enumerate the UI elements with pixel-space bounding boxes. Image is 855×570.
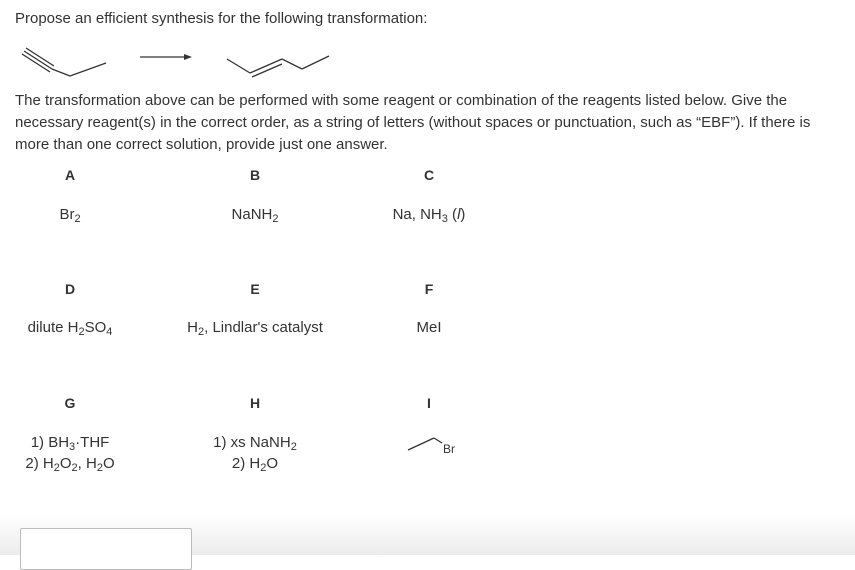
reaction-arrow: [140, 54, 192, 60]
reagent-d-formula: dilute $H_2SO_4$: [27, 319, 113, 338]
question-prompt: Propose an efficient synthesis for the following transformation:: [15, 10, 428, 27]
reagent-i-letter: I: [427, 395, 431, 411]
reagent-h-letter: H: [249, 395, 261, 411]
bromine-label: Br: [443, 442, 455, 456]
reagent-f-letter: F: [424, 281, 434, 297]
reagent-h-formula: 1) xs NaNH$_2$ 2) $H_2O$: [213, 434, 297, 474]
reagent-e-formula: $H_2$, Lindlar's catalyst: [187, 319, 323, 338]
reagent-g-formula: 1) $BH_3\cdot THF$ 2) $H_2O_2$, $H_2O$: [25, 434, 115, 474]
reagent-c-formula: Na, $NH_3$ (l): [392, 206, 466, 225]
answer-input[interactable]: [20, 528, 192, 570]
reaction-scheme: [20, 38, 340, 88]
reagent-c-letter: C: [423, 167, 435, 183]
reagent-a-letter: A: [64, 167, 76, 183]
product-alkene-structure: [227, 56, 329, 77]
reagent-f-formula: MeI: [416, 319, 442, 336]
reagent-b-letter: B: [249, 167, 261, 183]
instructions-paragraph: The transformation above can be performed with some reagent or combination of the reagents listed below. Give the necessary reagent(s) in the correct order, as a string of letters (without spaces or punctuation, such as “EBF”). If there is more than one correct solution, provide just one answer.: [15, 92, 811, 153]
starting-alkyne-structure: [22, 48, 106, 76]
reagent-d-letter: D: [64, 281, 76, 297]
reagent-a-formula: $Br_2$: [59, 206, 81, 225]
reagent-g-letter: G: [64, 395, 76, 411]
reagent-b-formula: NaNH$_2$: [231, 206, 279, 225]
reagent-i-structure: [405, 432, 465, 462]
reagent-e-letter: E: [250, 281, 260, 297]
